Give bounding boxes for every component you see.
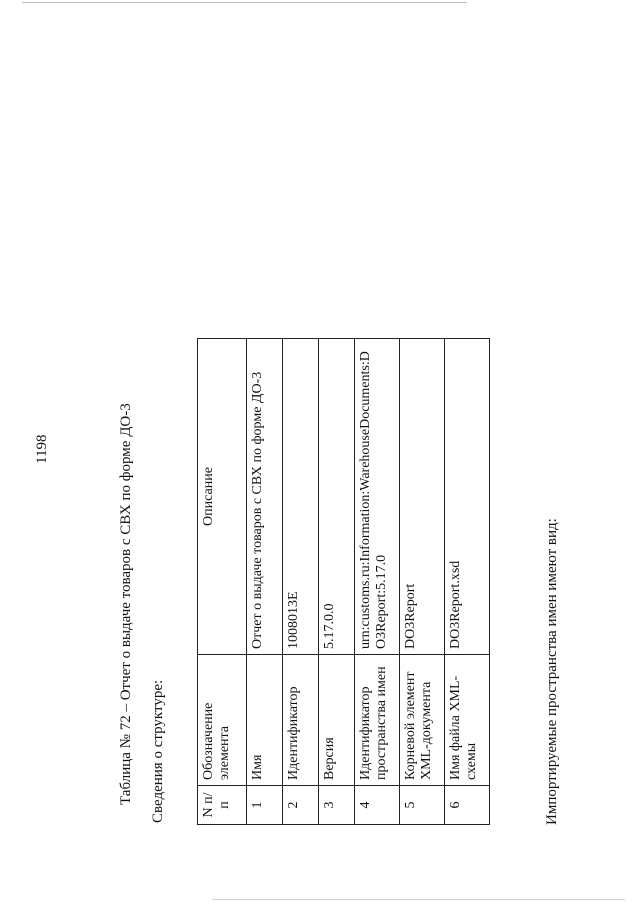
row-description: DO3Report.xsd bbox=[445, 339, 490, 655]
table-row bbox=[355, 339, 400, 825]
row-number: 3 bbox=[319, 786, 355, 825]
row-element: Идентификатор пространства имен bbox=[355, 655, 400, 786]
row-description: urn:customs.ru:Information:WarehouseDocuments:DO3Report:5.17.0 bbox=[355, 339, 400, 655]
row-element: Идентификатор bbox=[283, 655, 319, 786]
structure-table bbox=[197, 338, 490, 825]
table-row bbox=[445, 339, 490, 825]
table-row bbox=[283, 339, 319, 825]
row-number: 1 bbox=[247, 786, 283, 825]
header-element: Обозначение элемента bbox=[198, 655, 247, 786]
structure-caption: Сведения о структуре: bbox=[150, 679, 166, 823]
table-row bbox=[400, 339, 445, 825]
header-number: N п/п bbox=[198, 786, 247, 825]
row-description: 1008013E bbox=[283, 339, 319, 655]
page-number: 1198 bbox=[34, 434, 50, 464]
row-description: Отчет о выдаче товаров с СВХ по форме ДО-3 bbox=[247, 339, 283, 655]
namespaces-caption: Импортируемые пространства имен имеют вид: bbox=[544, 518, 560, 825]
header-description: Описание bbox=[198, 339, 247, 655]
row-element: Корневой элемент XML-документа bbox=[400, 655, 445, 786]
row-element: Имя файла XML-схемы bbox=[445, 655, 490, 786]
row-description: 5.17.0.0 bbox=[319, 339, 355, 655]
row-number: 2 bbox=[283, 786, 319, 825]
row-element: Имя bbox=[247, 655, 283, 786]
table-row bbox=[247, 339, 283, 825]
row-number: 4 bbox=[355, 786, 400, 825]
row-description: DO3Report bbox=[400, 339, 445, 655]
row-number: 6 bbox=[445, 786, 490, 825]
table-header-row bbox=[198, 339, 247, 825]
row-number: 5 bbox=[400, 786, 445, 825]
table-row bbox=[319, 339, 355, 825]
row-element: Версия bbox=[319, 655, 355, 786]
table-title: Таблица № 72 – Отчет о выдаче товаров с СВХ по форме ДО-3 bbox=[118, 403, 134, 805]
